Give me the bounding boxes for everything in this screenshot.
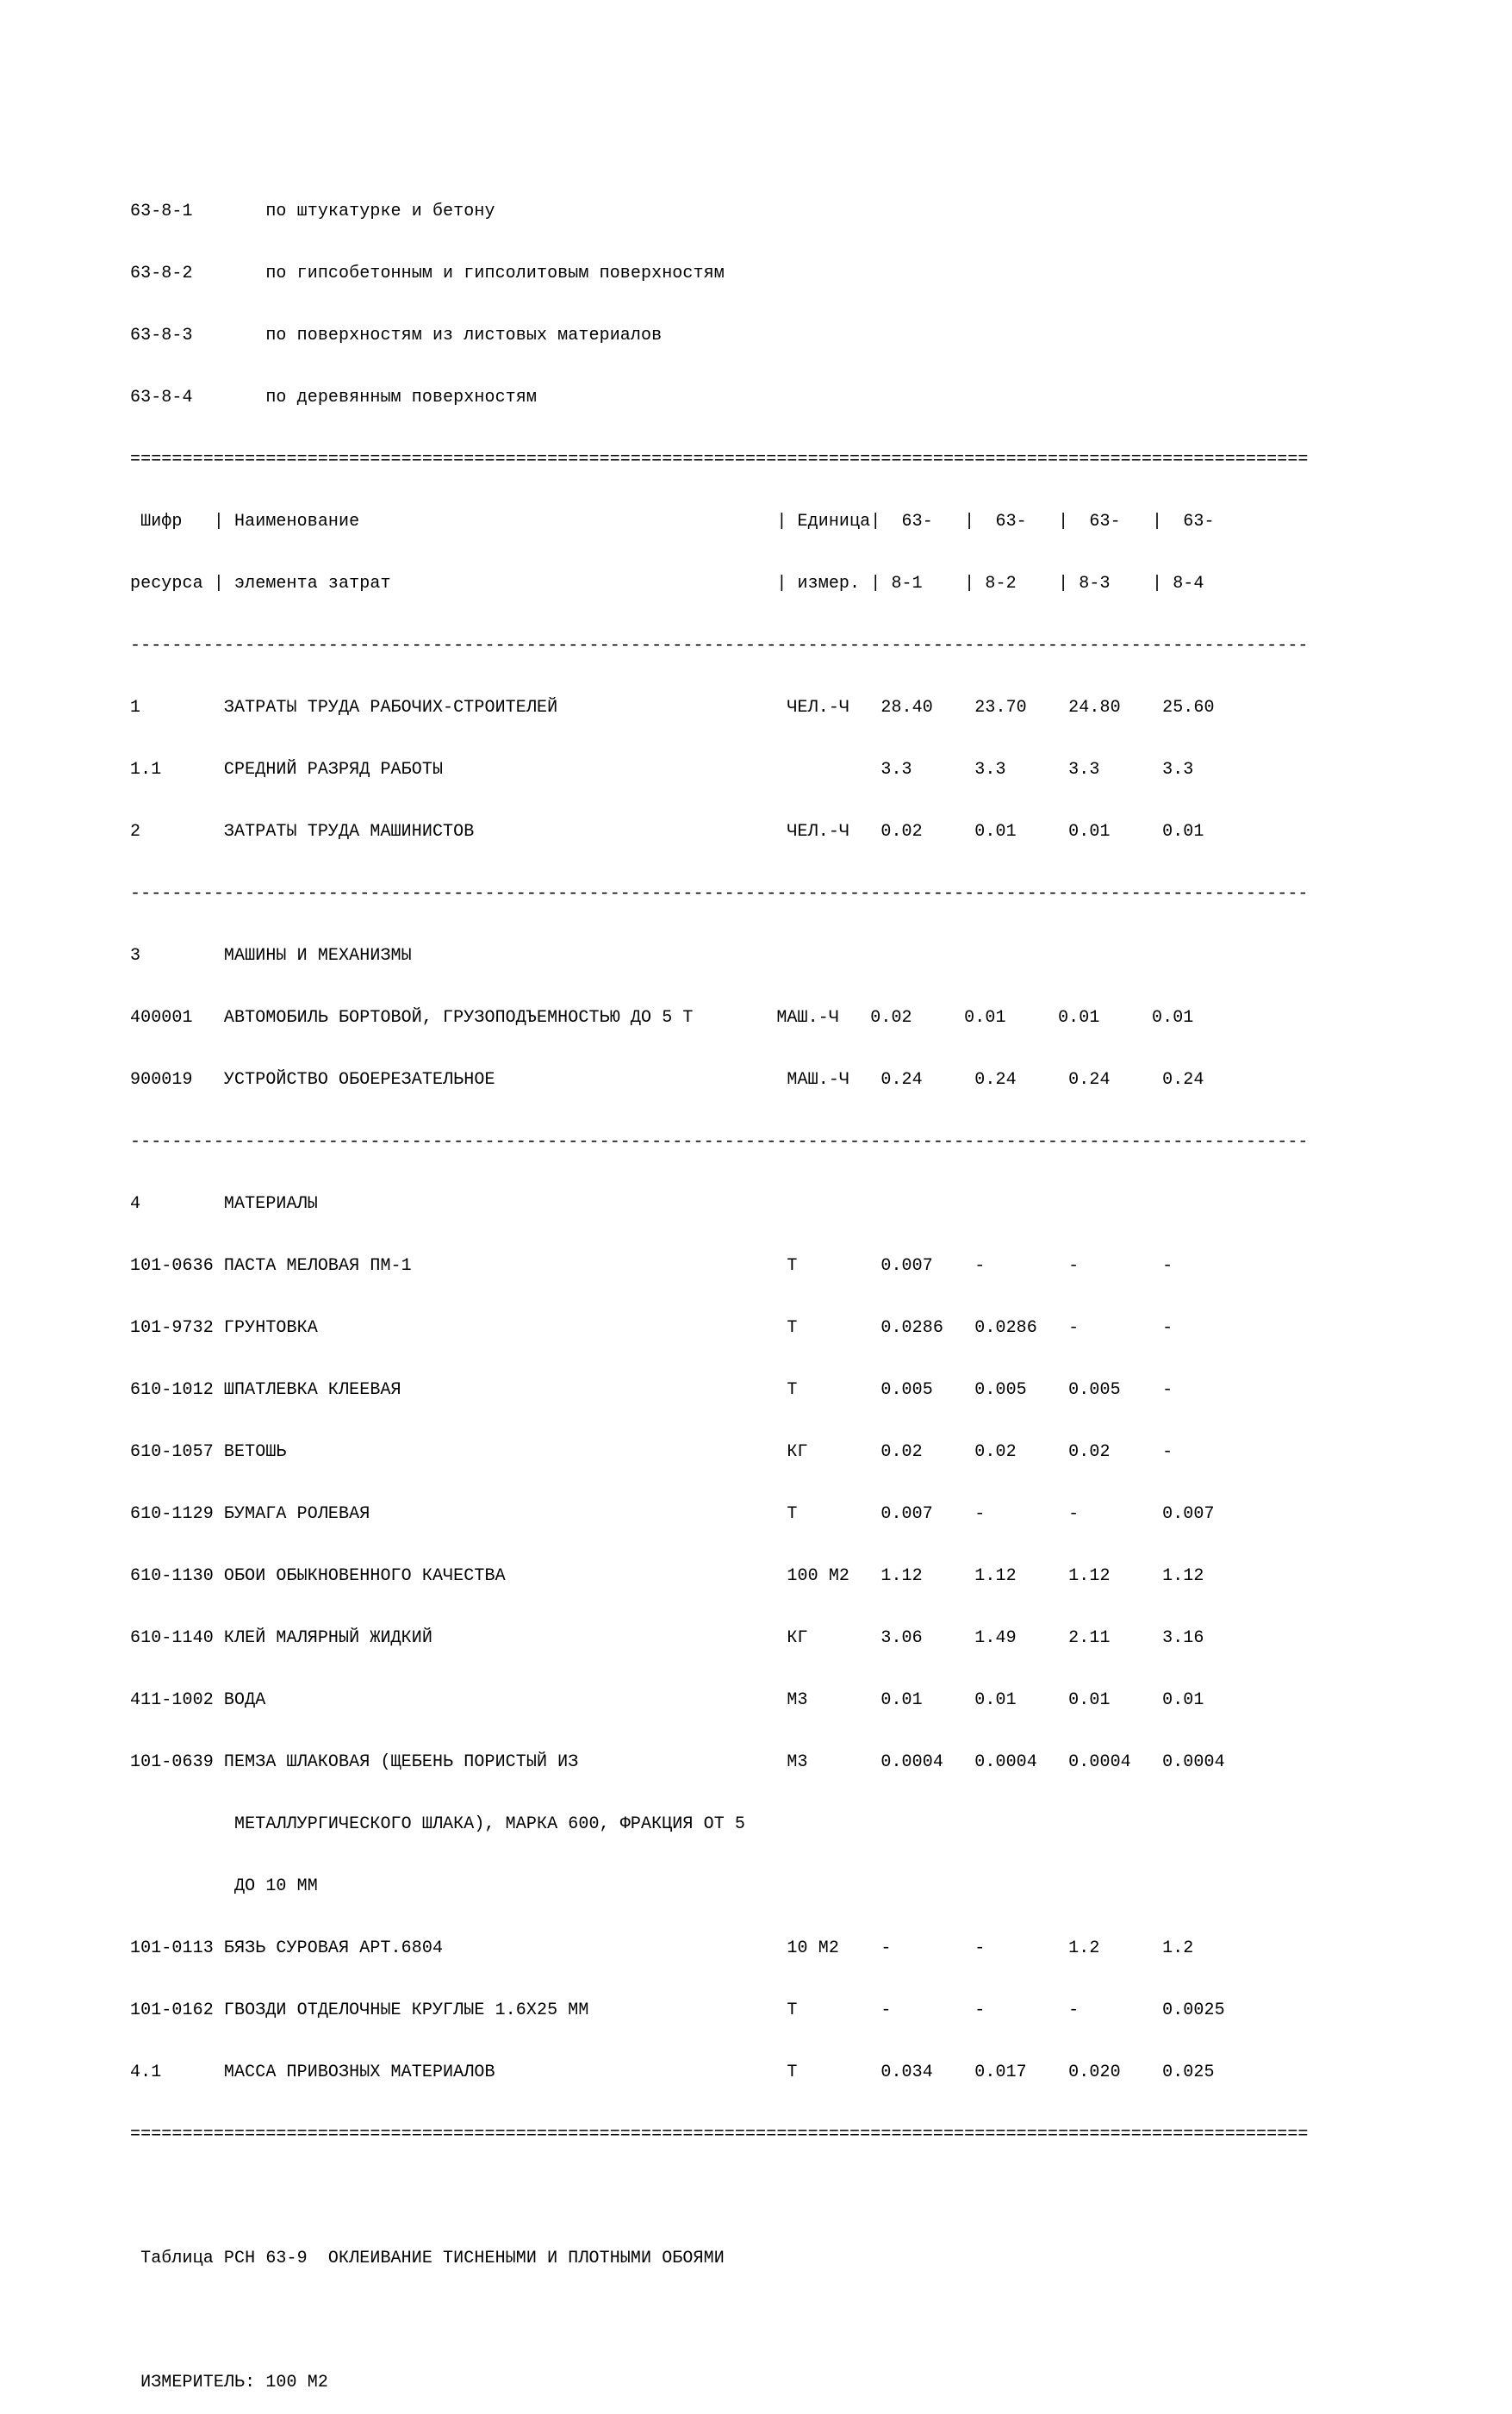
table-row: 4.1 МАССА ПРИВОЗНЫХ МАТЕРИАЛОВ Т 0.034 0.017 0.020 0.025 [130,2062,1215,2082]
single-rule: ----------------------------------------------------------------------------------------------------------------- [130,884,1309,904]
text-line: 63-8-3 по поверхностям из листовых материалов [130,326,663,345]
table-row: 610-1057 ВЕТОШЬ КГ 0.02 0.02 0.02 - [130,1442,1173,1462]
table-row-continuation: ДО 10 ММ [130,1876,318,1896]
table-row: 3 МАШИНЫ И МЕХАНИЗМЫ [130,946,412,966]
table-row: 610-1012 ШПАТЛЕВКА КЛЕЕВАЯ Т 0.005 0.005 0.005 - [130,1380,1173,1400]
table-row-continuation: МЕТАЛЛУРГИЧЕСКОГО ШЛАКА), МАРКА 600, ФРАКЦИЯ ОТ 5 [130,1814,746,1834]
text-line: 63-8-4 по деревянным поверхностям [130,388,537,408]
table-row: 101-0636 ПАСТА МЕЛОВАЯ ПМ-1 Т 0.007 - - - [130,1256,1173,1276]
table-row: 610-1129 БУМАГА РОЛЕВАЯ Т 0.007 - - 0.007 [130,1504,1215,1524]
table-row: 400001 АВТОМОБИЛЬ БОРТОВОЙ, ГРУЗОПОДЪЕМНОСТЬЮ ДО 5 Т МАШ.-Ч 0.02 0.01 0.01 0.01 [130,1008,1194,1028]
table-header-line: Шифр | Наименование | Единица| 63- | 63- | 63- | 63- [130,512,1215,532]
table-row: 101-9732 ГРУНТОВКА Т 0.0286 0.0286 - - [130,1318,1173,1338]
double-rule: ================================================================================================================= [130,450,1309,470]
document-text [130,160,1309,2414]
table-header-line: ресурса | элемента затрат | измер. | 8-1 | 8-2 | 8-3 | 8-4 [130,574,1204,594]
single-rule: ----------------------------------------------------------------------------------------------------------------- [130,1132,1309,1152]
table-row: 4 МАТЕРИАЛЫ [130,1194,318,1214]
table-row: 101-0639 ПЕМЗА ШЛАКОВАЯ (ЩЕБЕНЬ ПОРИСТЫЙ ИЗ М3 0.0004 0.0004 0.0004 0.0004 [130,1752,1225,1772]
table-row: 411-1002 ВОДА М3 0.01 0.01 0.01 0.01 [130,1690,1204,1710]
blank-line [130,2187,1309,2207]
table-row: 610-1130 ОБОИ ОБЫКНОВЕННОГО КАЧЕСТВА 100 М2 1.12 1.12 1.12 1.12 [130,1566,1204,1586]
table-row: 1 ЗАТРАТЫ ТРУДА РАБОЧИХ-СТРОИТЕЛЕЙ ЧЕЛ.-Ч 28.40 23.70 24.80 25.60 [130,698,1215,718]
table-row: 900019 УСТРОЙСТВО ОБОЕРЕЗАТЕЛЬНОЕ МАШ.-Ч 0.24 0.24 0.24 0.24 [130,1070,1204,1090]
table-row: 101-0162 ГВОЗДИ ОТДЕЛОЧНЫЕ КРУГЛЫЕ 1.6Х25 ММ Т - - - 0.0025 [130,2000,1225,2020]
blank-line [130,2311,1309,2331]
table-row: 610-1140 КЛЕЙ МАЛЯРНЫЙ ЖИДКИЙ КГ 3.06 1.49 2.11 3.16 [130,1628,1204,1648]
measurement-unit: ИЗМЕРИТЕЛЬ: 100 М2 [130,2373,328,2392]
text-line: 63-8-2 по гипсобетонным и гипсолитовым поверхностям [130,264,725,283]
table-row: 101-0113 БЯЗЬ СУРОВАЯ АРТ.6804 10 М2 - - 1.2 1.2 [130,1938,1194,1958]
double-rule: ================================================================================================================= [130,2125,1309,2144]
table-caption: Таблица РСН 63-9 ОКЛЕИВАНИЕ ТИСНЕНЫМИ И ПЛОТНЫМИ ОБОЯМИ [130,2249,725,2268]
text-line: 63-8-1 по штукатурке и бетону [130,202,495,221]
table-row: 1.1 СРЕДНИЙ РАЗРЯД РАБОТЫ 3.3 3.3 3.3 3.3 [130,760,1194,780]
table-row: 2 ЗАТРАТЫ ТРУДА МАШИНИСТОВ ЧЕЛ.-Ч 0.02 0.01 0.01 0.01 [130,822,1204,842]
single-rule: ----------------------------------------------------------------------------------------------------------------- [130,636,1309,656]
